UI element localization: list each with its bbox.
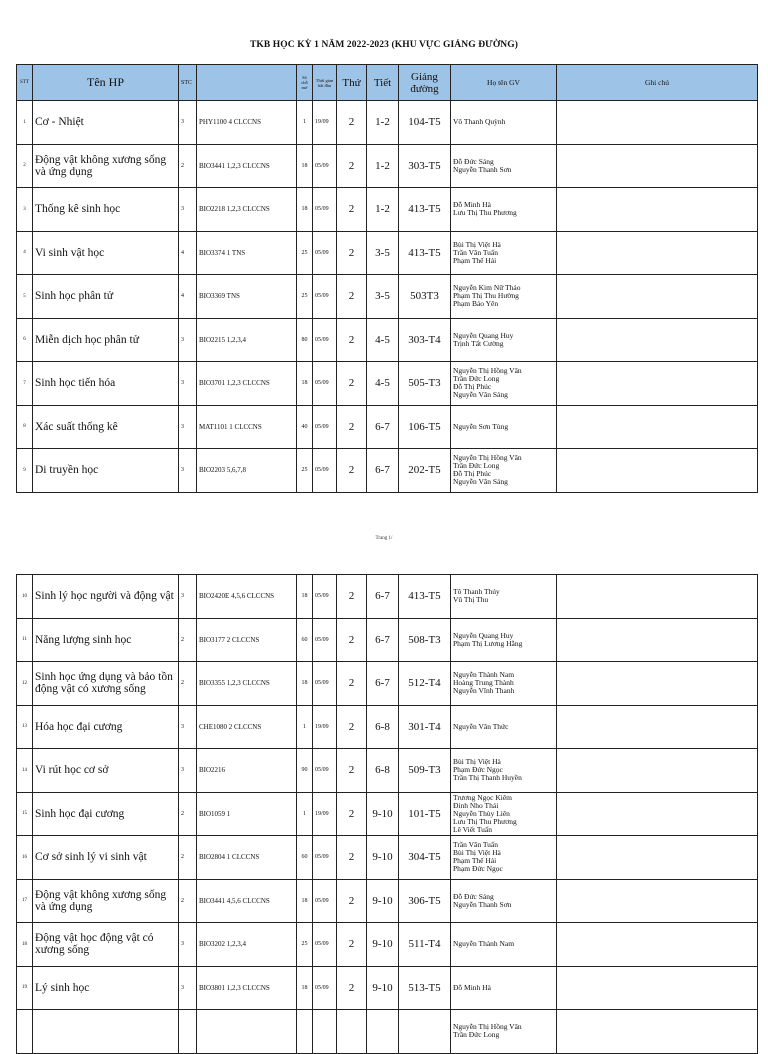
cell-room xyxy=(399,1010,451,1054)
cell-course-code: BIO3374 1 TNS xyxy=(197,231,297,275)
cell-teacher: Đỗ Minh Hà Lưu Thị Thu Phương xyxy=(451,188,557,232)
header-credits: STC xyxy=(179,65,197,101)
cell-stt: 11 xyxy=(17,618,33,662)
cell-course-name: Thống kê sinh học xyxy=(33,188,179,232)
cell-credits: 3 xyxy=(179,923,197,967)
cell-room: 306-T5 xyxy=(399,879,451,923)
cell-period: 4-5 xyxy=(367,318,399,362)
cell-course-name: Di truyền học xyxy=(33,449,179,493)
cell-seats: 1 xyxy=(297,792,313,836)
cell-teacher: Trần Văn Tuấn Bùi Thị Việt Hà Phạm Thế Hải Phạm Đức Ngọc xyxy=(451,836,557,880)
cell-period: 1-2 xyxy=(367,144,399,188)
cell-stt: 19 xyxy=(17,966,33,1010)
cell-seats: 40 xyxy=(297,405,313,449)
cell-credits: 2 xyxy=(179,836,197,880)
cell-note xyxy=(557,188,758,232)
cell-teacher: Nguyễn Kim Nữ Thảo Phạm Thị Thu Hường Phạm Bảo Yên xyxy=(451,275,557,319)
cell-note xyxy=(557,1010,758,1054)
cell-note xyxy=(557,749,758,793)
cell-period: 6-8 xyxy=(367,705,399,749)
cell-teacher: Nguyễn Văn Thức xyxy=(451,705,557,749)
cell-course-code: BIO2216 xyxy=(197,749,297,793)
table-row xyxy=(17,275,758,319)
cell-course-code: BIO2203 5,6,7,8 xyxy=(197,449,297,493)
cell-course-code: BIO3369 TNS xyxy=(197,275,297,319)
cell-seats: 25 xyxy=(297,923,313,967)
cell-start-date: 05/09 xyxy=(313,231,337,275)
cell-period: 6-8 xyxy=(367,749,399,793)
cell-stt: 9 xyxy=(17,449,33,493)
cell-teacher: Đỗ Minh Hà xyxy=(451,966,557,1010)
cell-seats: 90 xyxy=(297,749,313,793)
cell-start-date: 05/09 xyxy=(313,749,337,793)
cell-course-name: Cơ sở sinh lý vi sinh vật xyxy=(33,836,179,880)
cell-note xyxy=(557,966,758,1010)
cell-stt: 17 xyxy=(17,879,33,923)
cell-stt: 7 xyxy=(17,362,33,406)
cell-seats: 18 xyxy=(297,662,313,706)
cell-course-name: Sinh học phân tử xyxy=(33,275,179,319)
cell-start-date: 05/09 xyxy=(313,966,337,1010)
cell-seats: 18 xyxy=(297,575,313,619)
cell-stt: 4 xyxy=(17,231,33,275)
header-stt: STT xyxy=(17,65,33,101)
cell-course-name: Cơ - Nhiệt xyxy=(33,101,179,145)
cell-teacher: Tô Thanh Thúy Vũ Thị Thu xyxy=(451,575,557,619)
cell-weekday: 2 xyxy=(337,923,367,967)
table-row xyxy=(17,449,758,493)
cell-weekday xyxy=(337,1010,367,1054)
cell-room: 101-T5 xyxy=(399,792,451,836)
cell-weekday: 2 xyxy=(337,879,367,923)
cell-course-name: Sinh học tiến hóa xyxy=(33,362,179,406)
cell-room: 503T3 xyxy=(399,275,451,319)
cell-weekday: 2 xyxy=(337,275,367,319)
cell-course-name: Miễn dịch học phân tử xyxy=(33,318,179,362)
cell-course-name: Lý sinh học xyxy=(33,966,179,1010)
cell-course-name: Động vật học động vật có xương sống xyxy=(33,923,179,967)
cell-course-name: Sinh học ứng dụng và bảo tồn động vật có xương sống xyxy=(33,662,179,706)
cell-stt: 1 xyxy=(17,101,33,145)
cell-credits: 3 xyxy=(179,705,197,749)
table-row xyxy=(17,792,758,836)
cell-period: 9-10 xyxy=(367,966,399,1010)
cell-course-code: BIO3441 4,5,6 CLCCNS xyxy=(197,879,297,923)
cell-stt: 8 xyxy=(17,405,33,449)
cell-teacher: Nguyễn Thành Nam Hoàng Trung Thành Nguyễn Vĩnh Thanh xyxy=(451,662,557,706)
cell-room: 505-T3 xyxy=(399,362,451,406)
cell-stt: 5 xyxy=(17,275,33,319)
cell-course-name: Động vật không xương sống và ứng dụng xyxy=(33,879,179,923)
cell-teacher: Nguyễn Quang Huy Phạm Thị Lương Hằng xyxy=(451,618,557,662)
document-title: TKB HỌC KỲ 1 NĂM 2022-2023 (KHU VỰC GIẢNG ĐƯỜNG) xyxy=(249,40,519,50)
cell-start-date: 05/09 xyxy=(313,923,337,967)
cell-period: 6-7 xyxy=(367,449,399,493)
cell-credits: 2 xyxy=(179,792,197,836)
cell-course-code: BIO3177 2 CLCCNS xyxy=(197,618,297,662)
cell-teacher: Võ Thanh Quỳnh xyxy=(451,101,557,145)
cell-room: 202-T5 xyxy=(399,449,451,493)
cell-credits xyxy=(179,1010,197,1054)
cell-weekday: 2 xyxy=(337,318,367,362)
cell-period: 6-7 xyxy=(367,662,399,706)
cell-weekday: 2 xyxy=(337,749,367,793)
cell-credits: 3 xyxy=(179,362,197,406)
cell-course-code: BIO3202 1,2,3,4 xyxy=(197,923,297,967)
cell-start-date: 05/09 xyxy=(313,662,337,706)
cell-teacher: Nguyễn Quang Huy Trịnh Tất Cường xyxy=(451,318,557,362)
cell-weekday: 2 xyxy=(337,405,367,449)
cell-start-date xyxy=(313,1010,337,1054)
table-row xyxy=(17,405,758,449)
table-row xyxy=(17,1010,758,1054)
cell-note xyxy=(557,705,758,749)
cell-period: 3-5 xyxy=(367,231,399,275)
cell-note xyxy=(557,275,758,319)
table-row xyxy=(17,362,758,406)
cell-stt: 2 xyxy=(17,144,33,188)
table-row xyxy=(17,188,758,232)
cell-course-code: BIO3441 1,2,3 CLCCNS xyxy=(197,144,297,188)
cell-credits: 3 xyxy=(179,101,197,145)
cell-note xyxy=(557,405,758,449)
table-row xyxy=(17,101,758,145)
table-row xyxy=(17,879,758,923)
cell-room: 511-T4 xyxy=(399,923,451,967)
cell-period: 1-2 xyxy=(367,188,399,232)
table-row xyxy=(17,662,758,706)
cell-course-code: BIO2218 1,2,3 CLCCNS xyxy=(197,188,297,232)
cell-note xyxy=(557,231,758,275)
cell-teacher: Nguyễn Thị Hồng Vân Trần Đức Long xyxy=(451,1010,557,1054)
cell-note xyxy=(557,618,758,662)
cell-course-code: PHY1100 4 CLCCNS xyxy=(197,101,297,145)
cell-teacher: Bùi Thị Việt Hà Trần Văn Tuấn Phạm Thế Hải xyxy=(451,231,557,275)
cell-room: 303-T4 xyxy=(399,318,451,362)
cell-credits: 2 xyxy=(179,662,197,706)
cell-credits: 3 xyxy=(179,966,197,1010)
cell-credits: 2 xyxy=(179,144,197,188)
cell-weekday: 2 xyxy=(337,449,367,493)
cell-start-date: 05/09 xyxy=(313,836,337,880)
cell-stt: 14 xyxy=(17,749,33,793)
cell-stt: 15 xyxy=(17,792,33,836)
table-row xyxy=(17,231,758,275)
cell-weekday: 2 xyxy=(337,836,367,880)
cell-seats: 25 xyxy=(297,449,313,493)
cell-note xyxy=(557,449,758,493)
cell-seats: 60 xyxy=(297,836,313,880)
cell-weekday: 2 xyxy=(337,144,367,188)
cell-teacher: Nguyễn Thị Hồng Vân Trần Đức Long Đỗ Thị Phúc Nguyễn Văn Sáng xyxy=(451,449,557,493)
header-note: Ghi chú xyxy=(557,65,758,101)
table-header-row xyxy=(17,65,758,101)
header-course-code xyxy=(197,65,297,101)
cell-room: 413-T5 xyxy=(399,231,451,275)
cell-room: 304-T5 xyxy=(399,836,451,880)
cell-seats: 1 xyxy=(297,101,313,145)
cell-start-date: 05/09 xyxy=(313,362,337,406)
cell-note xyxy=(557,879,758,923)
cell-start-date: 19/09 xyxy=(313,792,337,836)
table-row xyxy=(17,836,758,880)
header-seats: Số chỗ mở xyxy=(297,65,313,101)
cell-room: 106-T5 xyxy=(399,405,451,449)
table-row xyxy=(17,966,758,1010)
cell-start-date: 05/09 xyxy=(313,188,337,232)
cell-room: 301-T4 xyxy=(399,705,451,749)
cell-credits: 3 xyxy=(179,749,197,793)
cell-weekday: 2 xyxy=(337,231,367,275)
cell-room: 512-T4 xyxy=(399,662,451,706)
cell-course-name: Hóa học đại cương xyxy=(33,705,179,749)
cell-stt: 18 xyxy=(17,923,33,967)
table-row xyxy=(17,705,758,749)
cell-weekday: 2 xyxy=(337,966,367,1010)
cell-room: 413-T5 xyxy=(399,575,451,619)
page-footer: Trang 1/ xyxy=(375,536,393,541)
cell-start-date: 05/09 xyxy=(313,275,337,319)
cell-stt: 6 xyxy=(17,318,33,362)
table-row xyxy=(17,618,758,662)
cell-room: 413-T5 xyxy=(399,188,451,232)
cell-course-name: Sinh lý học người và động vật xyxy=(33,575,179,619)
cell-credits: 3 xyxy=(179,575,197,619)
cell-start-date: 05/09 xyxy=(313,575,337,619)
cell-period: 4-5 xyxy=(367,362,399,406)
cell-credits: 3 xyxy=(179,449,197,493)
header-weekday: Thứ xyxy=(337,65,367,101)
cell-seats: 25 xyxy=(297,231,313,275)
cell-seats: 25 xyxy=(297,275,313,319)
header-teacher: Họ tên GV xyxy=(451,65,557,101)
cell-period: 9-10 xyxy=(367,836,399,880)
cell-teacher: Nguyễn Sơn Tùng xyxy=(451,405,557,449)
header-room: Giảng đường xyxy=(399,65,451,101)
cell-period: 9-10 xyxy=(367,923,399,967)
cell-note xyxy=(557,923,758,967)
cell-course-code: BIO2215 1,2,3,4 xyxy=(197,318,297,362)
table-row xyxy=(17,318,758,362)
cell-room: 303-T5 xyxy=(399,144,451,188)
cell-room: 104-T5 xyxy=(399,101,451,145)
cell-start-date: 19/09 xyxy=(313,101,337,145)
cell-seats xyxy=(297,1010,313,1054)
cell-weekday: 2 xyxy=(337,101,367,145)
cell-note xyxy=(557,792,758,836)
cell-course-code: BIO3355 1,2,3 CLCCNS xyxy=(197,662,297,706)
cell-note xyxy=(557,362,758,406)
cell-course-name xyxy=(33,1010,179,1054)
cell-room: 513-T5 xyxy=(399,966,451,1010)
cell-stt xyxy=(17,1010,33,1054)
cell-start-date: 05/09 xyxy=(313,318,337,362)
cell-course-name: Vi sinh vật học xyxy=(33,231,179,275)
cell-credits: 4 xyxy=(179,231,197,275)
cell-weekday: 2 xyxy=(337,705,367,749)
cell-period: 6-7 xyxy=(367,618,399,662)
cell-teacher: Đỗ Đức Sáng Nguyễn Thanh Sơn xyxy=(451,144,557,188)
header-start-date: Thời gian bắt đầu xyxy=(313,65,337,101)
cell-room: 509-T3 xyxy=(399,749,451,793)
cell-credits: 3 xyxy=(179,188,197,232)
cell-stt: 12 xyxy=(17,662,33,706)
table-row xyxy=(17,575,758,619)
cell-stt: 10 xyxy=(17,575,33,619)
cell-course-code: BIO3701 1,2,3 CLCCNS xyxy=(197,362,297,406)
cell-course-name: Vi rút học cơ sở xyxy=(33,749,179,793)
cell-teacher: Trương Ngọc Kiêm Đinh Nho Thái Nguyễn Thùy Liên Lưu Thị Thu Phương Lê Viết Tuấn xyxy=(451,792,557,836)
cell-period: 6-7 xyxy=(367,575,399,619)
cell-credits: 4 xyxy=(179,275,197,319)
cell-seats: 1 xyxy=(297,705,313,749)
cell-seats: 18 xyxy=(297,188,313,232)
cell-stt: 16 xyxy=(17,836,33,880)
cell-seats: 18 xyxy=(297,144,313,188)
table-row xyxy=(17,144,758,188)
cell-start-date: 05/09 xyxy=(313,618,337,662)
cell-course-code: BIO1059 1 xyxy=(197,792,297,836)
cell-credits: 3 xyxy=(179,318,197,362)
cell-seats: 80 xyxy=(297,318,313,362)
cell-note xyxy=(557,662,758,706)
cell-period: 3-5 xyxy=(367,275,399,319)
cell-period xyxy=(367,1010,399,1054)
header-period: Tiết xyxy=(367,65,399,101)
cell-stt: 13 xyxy=(17,705,33,749)
cell-note xyxy=(557,575,758,619)
cell-course-code: CHE1080 2 CLCCNS xyxy=(197,705,297,749)
cell-note xyxy=(557,836,758,880)
cell-course-name: Năng lượng sinh học xyxy=(33,618,179,662)
table-row xyxy=(17,749,758,793)
cell-seats: 60 xyxy=(297,618,313,662)
schedule-table-page-1 xyxy=(16,64,758,493)
cell-teacher: Bùi Thị Việt Hà Phạm Đức Ngọc Trần Thị Thanh Huyền xyxy=(451,749,557,793)
cell-course-code: BIO2420E 4,5,6 CLCCNS xyxy=(197,575,297,619)
header-course-name: Tên HP xyxy=(33,65,179,101)
cell-note xyxy=(557,101,758,145)
cell-course-name: Động vật không xương sống và ứng dụng xyxy=(33,144,179,188)
table-body-page-1 xyxy=(17,101,758,493)
cell-weekday: 2 xyxy=(337,618,367,662)
cell-seats: 18 xyxy=(297,362,313,406)
cell-credits: 2 xyxy=(179,879,197,923)
cell-course-code xyxy=(197,1010,297,1054)
cell-course-name: Sinh học đại cương xyxy=(33,792,179,836)
cell-room: 508-T3 xyxy=(399,618,451,662)
cell-course-code: BIO2804 1 CLCCNS xyxy=(197,836,297,880)
cell-start-date: 05/09 xyxy=(313,144,337,188)
cell-teacher: Nguyễn Thị Hồng Vân Trần Đức Long Đỗ Thị Phúc Nguyễn Văn Sáng xyxy=(451,362,557,406)
cell-credits: 2 xyxy=(179,618,197,662)
cell-course-name: Xác suất thống kê xyxy=(33,405,179,449)
cell-period: 1-2 xyxy=(367,101,399,145)
cell-course-code: MAT1101 1 CLCCNS xyxy=(197,405,297,449)
cell-credits: 3 xyxy=(179,405,197,449)
cell-note xyxy=(557,318,758,362)
schedule-table-page-2 xyxy=(16,574,758,1054)
table-body-page-2 xyxy=(17,575,758,1054)
cell-weekday: 2 xyxy=(337,792,367,836)
cell-course-code: BIO3801 1,2,3 CLCCNS xyxy=(197,966,297,1010)
cell-note xyxy=(557,144,758,188)
cell-weekday: 2 xyxy=(337,362,367,406)
cell-start-date: 05/09 xyxy=(313,449,337,493)
cell-start-date: 05/09 xyxy=(313,405,337,449)
cell-teacher: Đỗ Đức Sáng Nguyễn Thanh Sơn xyxy=(451,879,557,923)
table-row xyxy=(17,923,758,967)
cell-stt: 3 xyxy=(17,188,33,232)
cell-seats: 18 xyxy=(297,966,313,1010)
cell-seats: 18 xyxy=(297,879,313,923)
cell-period: 6-7 xyxy=(367,405,399,449)
cell-period: 9-10 xyxy=(367,879,399,923)
cell-teacher: Nguyễn Thành Nam xyxy=(451,923,557,967)
cell-weekday: 2 xyxy=(337,662,367,706)
cell-weekday: 2 xyxy=(337,188,367,232)
cell-start-date: 05/09 xyxy=(313,879,337,923)
cell-start-date: 19/09 xyxy=(313,705,337,749)
cell-weekday: 2 xyxy=(337,575,367,619)
cell-period: 9-10 xyxy=(367,792,399,836)
